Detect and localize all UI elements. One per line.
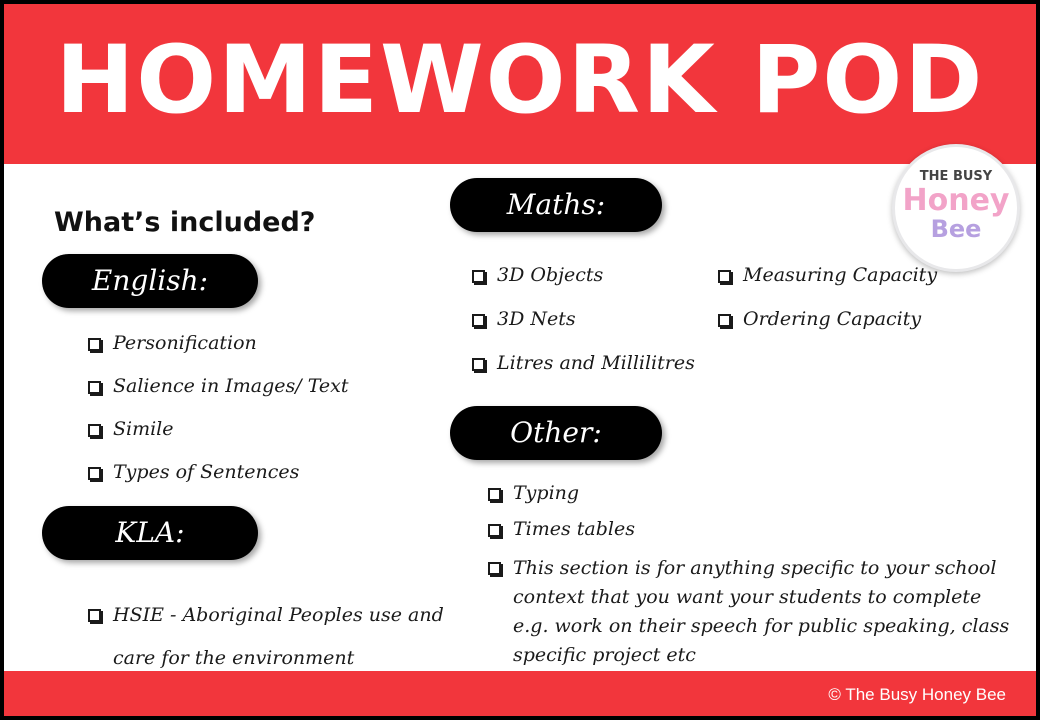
checkbox-icon[interactable] bbox=[88, 381, 101, 394]
maths-section-label bbox=[450, 178, 662, 232]
kla-section-label bbox=[42, 506, 258, 560]
english-item[interactable]: Types of Sentences bbox=[88, 461, 349, 504]
english-item[interactable]: Salience in Images/ Text bbox=[88, 375, 349, 418]
other-item[interactable]: This section is for anything specific to your school context that you want your students to complete e.g. work on their speech for public speaking, class specific project etc bbox=[488, 554, 1018, 670]
other-item[interactable]: Typing bbox=[488, 482, 1018, 518]
english-list bbox=[88, 332, 349, 504]
english-item[interactable]: Personification bbox=[88, 332, 349, 375]
copyright-text: © The Busy Honey Bee bbox=[828, 685, 1006, 704]
page-title: HOMEWORK POD bbox=[55, 26, 985, 135]
checkbox-icon[interactable] bbox=[472, 270, 485, 283]
checkbox-icon[interactable] bbox=[718, 270, 731, 283]
checkbox-icon[interactable] bbox=[718, 314, 731, 327]
other-list bbox=[488, 482, 1018, 670]
other-item[interactable]: Times tables bbox=[488, 518, 1018, 554]
header-band bbox=[4, 4, 1036, 164]
checkbox-icon[interactable] bbox=[88, 467, 101, 480]
maths-item[interactable]: 3D Objects bbox=[472, 264, 695, 308]
footer-band bbox=[4, 671, 1036, 720]
checkbox-icon[interactable] bbox=[488, 562, 501, 575]
english-item[interactable]: Simile bbox=[88, 418, 349, 461]
checkbox-icon[interactable] bbox=[472, 358, 485, 371]
checkbox-icon[interactable] bbox=[488, 488, 501, 501]
maths-item[interactable]: 3D Nets bbox=[472, 308, 695, 352]
logo-line-3: Bee bbox=[930, 215, 982, 243]
other-section-label bbox=[450, 406, 662, 460]
checkbox-icon[interactable] bbox=[88, 609, 101, 622]
checkbox-icon[interactable] bbox=[488, 524, 501, 537]
other-label-text: Other: bbox=[510, 416, 602, 449]
maths-item[interactable]: Ordering Capacity bbox=[718, 308, 937, 352]
kla-item[interactable]: HSIE - Aboriginal Peoples use and care for the environment bbox=[88, 594, 448, 720]
maths-label-text: Maths: bbox=[506, 188, 606, 221]
busy-honey-bee-logo bbox=[892, 144, 1020, 272]
maths-list-right bbox=[718, 264, 937, 352]
checkbox-icon[interactable] bbox=[88, 338, 101, 351]
maths-item[interactable]: Measuring Capacity bbox=[718, 264, 937, 308]
kla-label-text: KLA: bbox=[115, 516, 185, 549]
english-label-text: English: bbox=[91, 264, 209, 297]
logo-line-2: Honey bbox=[902, 183, 1010, 218]
maths-item[interactable]: Litres and Millilitres bbox=[472, 352, 695, 396]
logo-line-1: THE BUSY bbox=[919, 169, 993, 184]
included-heading: What’s included? bbox=[54, 207, 316, 238]
maths-list-left bbox=[472, 264, 695, 396]
checkbox-icon[interactable] bbox=[472, 314, 485, 327]
english-section-label bbox=[42, 254, 258, 308]
checkbox-icon[interactable] bbox=[88, 424, 101, 437]
